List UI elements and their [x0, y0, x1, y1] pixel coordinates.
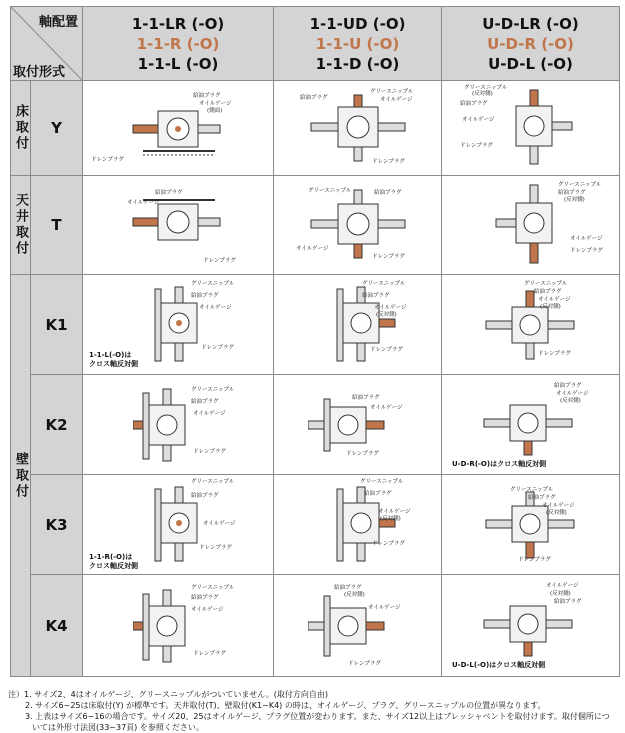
- table-corner-header: [11, 7, 83, 81]
- diagram-t-col1: [83, 176, 274, 275]
- drain-plug-label: ドレンプラグ: [199, 545, 232, 551]
- grease-nipple-label: グリースニップル: [308, 188, 352, 194]
- footnotes: [8, 689, 620, 733]
- oil-plug-label: 給油プラグ: [193, 93, 221, 99]
- oil-gauge-label: オイルゲージ: [538, 297, 571, 303]
- grease-nipple-label: グリースニップル: [510, 487, 554, 493]
- gearbox-drawing: [303, 93, 413, 163]
- drain-plug-label: ドレンプラグ: [91, 157, 124, 163]
- oil-plug-label: 給油プラグ: [300, 95, 328, 101]
- oil-gauge-label: オイルゲージ: [462, 117, 495, 123]
- drain-plug-label: ドレンプラグ: [372, 254, 405, 260]
- diagram-t-col3: [442, 176, 620, 275]
- grease-nipple-label: グリースニップル: [524, 281, 568, 287]
- drain-plug-label: ドレンプラグ: [203, 258, 236, 264]
- group-wall-mount: 壁取付: [11, 275, 31, 677]
- column-header-2: [274, 7, 442, 81]
- diagram-y-col3: [442, 81, 620, 176]
- column-header-1: [83, 7, 274, 81]
- oil-gauge-label: オイルゲージ: [370, 405, 403, 411]
- oil-plug-label: 給油プラグ: [374, 190, 402, 196]
- opposite-side-label: (反対側): [546, 510, 567, 516]
- oil-gauge-label: オイルゲージ: [556, 391, 589, 397]
- diagram-k3-col3: [442, 475, 620, 575]
- grease-nipple-label: グリースニップル: [464, 85, 508, 91]
- footnote-1: 注）1. サイズ2、4はオイルゲージ、グリースニップルがついていません。(取付方向自由): [8, 690, 329, 699]
- opposite-side-label: (反対側): [344, 592, 365, 598]
- row-label-k3: K3: [31, 475, 83, 575]
- grease-nipple-label: グリースニップル: [191, 387, 235, 393]
- diagram-k2-col3: [442, 375, 620, 475]
- footnote-3: 3. 上表はサイズ6~16の場合です。サイズ20、25はオイルゲージ、プラグ位置が変わります。また、サイズ12以上はブレッシャベントを取付けます。取付個所につ: [25, 712, 610, 721]
- drain-plug-label: ドレンプラグ: [460, 143, 493, 149]
- oil-gauge-label: オイルゲージ: [203, 521, 236, 527]
- oil-plug-label: 給油プラグ: [191, 293, 219, 299]
- group-floor-mount: 床取付: [11, 81, 31, 176]
- drain-plug-label: ドレンプラグ: [570, 248, 603, 254]
- oil-plug-label: 給油プラグ: [554, 383, 582, 389]
- arrangement-table: [10, 6, 620, 677]
- row-label-t: T: [31, 176, 83, 275]
- grease-nipple-label: グリースニップル: [191, 281, 235, 287]
- diagram-k3-col1: [83, 475, 274, 575]
- oil-gauge-label: オイルゲージ: [374, 305, 407, 311]
- oil-plug-label: 給油プラグ: [191, 595, 219, 601]
- column-header-3: [442, 7, 620, 81]
- grease-nipple-label: グリースニップル: [362, 281, 406, 287]
- oil-gauge-label: オイルゲージ: [296, 246, 329, 252]
- opposite-side-label: (反対側): [376, 312, 397, 318]
- oil-gauge-side-label: (側面): [207, 108, 223, 114]
- cross-shaft-note-line2: クロス軸反対側: [89, 562, 138, 570]
- opposite-side-label: (反対側): [540, 304, 561, 310]
- oil-plug-label: 給油プラグ: [528, 495, 556, 501]
- cross-shaft-note-line2: クロス軸反対側: [89, 360, 138, 368]
- oil-gauge-label: オイルゲージ: [542, 503, 575, 509]
- diagram-k4-col2: [274, 575, 442, 677]
- opposite-side-label: (反対側): [472, 91, 493, 97]
- grease-nipple-label: グリースニップル: [191, 585, 235, 591]
- col3-line2: U-D-R (-O): [487, 34, 574, 53]
- opposite-side-label: (反対側): [564, 197, 585, 203]
- oil-gauge-label: オイルゲージ: [191, 607, 224, 613]
- diagram-k4-col3: [442, 575, 620, 677]
- drain-plug-label: ドレンプラグ: [193, 449, 226, 455]
- oil-plug-label: 給油プラグ: [364, 491, 392, 497]
- drain-plug-label: ドレンプラグ: [372, 159, 405, 165]
- corner-bottom-label: 取付形式: [13, 65, 66, 80]
- oil-gauge-label: オイルゲージ: [546, 583, 579, 589]
- oil-plug-label: 給油プラグ: [191, 399, 219, 405]
- oil-gauge-label: オイルゲージ: [199, 305, 232, 311]
- gearbox-drawing: [308, 393, 408, 457]
- grease-nipple-label: グリースニップル: [370, 89, 414, 95]
- drain-plug-label: ドレンプラグ: [193, 651, 226, 657]
- row-label-k4: K4: [31, 575, 83, 677]
- gearbox-drawing: [476, 88, 586, 168]
- cross-shaft-note-line1: 1-1-R(-O)は: [89, 553, 133, 561]
- oil-plug-label: 給油プラグ: [534, 289, 562, 295]
- cross-shaft-note-line1: 1-1-L(-O)は: [89, 351, 132, 359]
- oil-gauge-label: オイルゲージ: [199, 101, 232, 107]
- opposite-side-label: (反対側): [560, 398, 581, 404]
- row-label-k2: K2: [31, 375, 83, 475]
- row-label-y: Y: [31, 81, 83, 176]
- grease-nipple-label: グリースニップル: [360, 479, 404, 485]
- oil-gauge-side-label: オイルゲージ: [127, 200, 160, 206]
- diagram-k2-col2: [274, 375, 442, 475]
- col1-line1: 1-1-LR (-O): [131, 14, 225, 33]
- col1-line2: 1-1-R (-O): [136, 34, 220, 53]
- oil-plug-label: 給油プラグ: [554, 599, 582, 605]
- diagram-y-col2: [274, 81, 442, 176]
- oil-gauge-label: オイルゲージ: [570, 236, 603, 242]
- col2-line1: 1-1-UD (-O): [309, 14, 406, 33]
- opposite-side-label: (反対側): [550, 591, 571, 597]
- grease-nipple-label: グリースニップル: [191, 479, 235, 485]
- col3-line3: U-D-L (-O): [488, 54, 573, 73]
- diagram-t-col2: [274, 176, 442, 275]
- cross-shaft-note: U-D-R(-O)はクロス軸反対側: [452, 460, 547, 468]
- col1-line3: 1-1-L (-O): [137, 54, 219, 73]
- col3-line1: U-D-LR (-O): [482, 14, 579, 33]
- diagram-k1-col3: [442, 275, 620, 375]
- col2-line2: 1-1-U (-O): [315, 34, 400, 53]
- col2-line3: 1-1-D (-O): [315, 54, 400, 73]
- diagram-k1-col1: [83, 275, 274, 375]
- diagram-k4-col1: [83, 575, 274, 677]
- oil-plug-label: 給油プラグ: [352, 395, 380, 401]
- oil-gauge-label: オイルゲージ: [378, 509, 411, 515]
- footnote-3-cont: いては外形寸法図(33~37頁) を参照ください。: [32, 723, 204, 732]
- drain-plug-label: ドレンプラグ: [348, 661, 381, 667]
- row-label-k1: K1: [31, 275, 83, 375]
- oil-gauge-label: オイルゲージ: [368, 605, 401, 611]
- drain-plug-label: ドレンプラグ: [518, 557, 551, 563]
- diagram-y-col1: [83, 81, 274, 176]
- footnote-2: 2. サイズ6~25は床取付(Y) が標準です。天井取付(T)、壁取付(K1~K4) の時は、オイルゲージ、プラグ、グリースニップルの位置が異なります。: [25, 701, 546, 710]
- cross-shaft-note: U-D-L(-O)はクロス軸反対側: [452, 661, 546, 669]
- drain-plug-label: ドレンプラグ: [372, 541, 405, 547]
- diagram-k1-col2: [274, 275, 442, 375]
- drain-plug-label: ドレンプラグ: [370, 347, 403, 353]
- corner-top-label: 軸配置: [39, 15, 79, 30]
- opposite-side-label: (反対側): [380, 516, 401, 522]
- drain-plug-label: ドレンプラグ: [538, 351, 571, 357]
- oil-plug-label: 給油プラグ: [155, 190, 183, 196]
- drain-plug-label: ドレンプラグ: [346, 451, 379, 457]
- oil-gauge-label: オイルゲージ: [193, 411, 226, 417]
- oil-plug-label: 給油プラグ: [460, 101, 488, 107]
- diagram-k2-col1: [83, 375, 274, 475]
- oil-plug-label: 給油プラグ: [558, 190, 586, 196]
- group-ceiling-mount: 天井取付: [11, 176, 31, 275]
- oil-plug-label: 給油プラグ: [362, 293, 390, 299]
- oil-gauge-label: オイルゲージ: [380, 97, 413, 103]
- oil-plug-label: 給油プラグ: [334, 585, 362, 591]
- oil-plug-label: 給油プラグ: [191, 493, 219, 499]
- drain-plug-label: ドレンプラグ: [201, 345, 234, 351]
- diagram-k3-col2: [274, 475, 442, 575]
- grease-nipple-label: グリースニップル: [558, 182, 602, 188]
